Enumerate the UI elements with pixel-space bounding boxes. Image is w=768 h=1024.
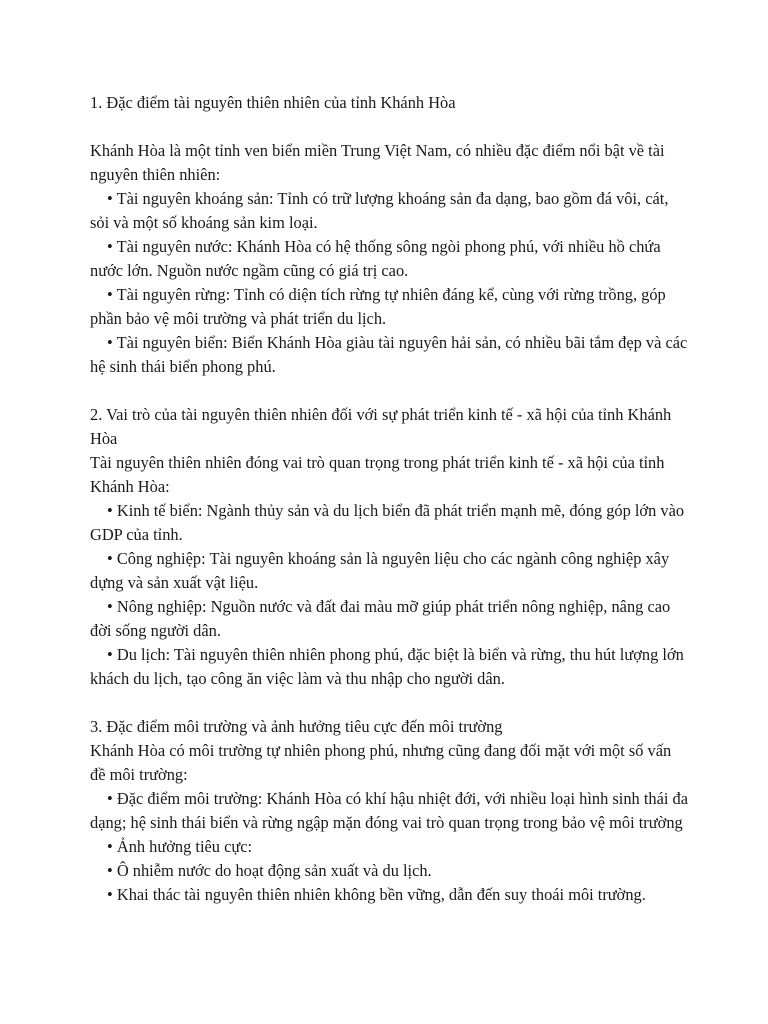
bullet-glyph: • <box>107 597 113 616</box>
section-heading: 2. Vai trò của tài nguyên thiên nhiên đối với sự phát triển kinh tế - xã hội của tỉnh Khánh Hòa <box>90 405 672 448</box>
bullet-glyph: • <box>107 549 113 568</box>
bullet-item <box>90 883 690 907</box>
bullet-glyph: • <box>107 789 113 808</box>
bullet-text: Khai thác tài nguyên thiên nhiên không bền vững, dẫn đến suy thoái môi trường. <box>116 885 646 904</box>
bullet-text: Nông nghiệp: Nguồn nước và đất đai màu mỡ giúp phát triển nông nghiệp, nâng cao đời sống người dân. <box>90 597 671 640</box>
section-heading: 1. Đặc điểm tài nguyên thiên nhiên của tỉnh Khánh Hòa <box>90 93 456 112</box>
bullet-glyph: • <box>107 861 113 880</box>
bullet-glyph: • <box>107 645 113 664</box>
bullet-item <box>90 859 690 883</box>
bullet-text: Tài nguyên rừng: Tỉnh có diện tích rừng tự nhiên đáng kể, cùng với rừng trồng, góp phần bảo vệ môi trường và phát triển du lịch. <box>90 285 666 328</box>
bullet-item <box>90 787 690 835</box>
bullet-glyph: • <box>107 237 113 256</box>
document-page <box>90 91 690 907</box>
bullet-text: Đặc điểm môi trường: Khánh Hòa có khí hậu nhiệt đới, với nhiều loại hình sinh thái đa dạng; hệ sinh thái biển và rừng ngập mặn đóng vai trò quan trọng trong bảo vệ môi trường <box>90 789 688 832</box>
bullet-item <box>90 643 690 691</box>
section-intro: Tài nguyên thiên nhiên đóng vai trò quan trọng trong phát triển kinh tế - xã hội của tỉnh Khánh Hòa: <box>90 453 665 496</box>
bullet-glyph: • <box>107 837 113 856</box>
bullet-item <box>90 547 690 595</box>
bullet-glyph: • <box>107 885 113 904</box>
bullet-item <box>90 835 690 859</box>
section-natural-resources <box>90 91 690 379</box>
bullet-glyph: • <box>107 189 113 208</box>
bullet-item <box>90 499 690 547</box>
bullet-item <box>90 235 690 283</box>
bullet-glyph: • <box>107 501 113 520</box>
bullet-item <box>90 331 690 379</box>
bullet-item <box>90 187 690 235</box>
bullet-text: Kinh tế biển: Ngành thủy sản và du lịch biển đã phát triển mạnh mẽ, đóng góp lớn vào GDP của tỉnh. <box>90 501 685 544</box>
section-intro: Khánh Hòa là một tỉnh ven biển miền Trung Việt Nam, có nhiều đặc điểm nổi bật về tài nguyên thiên nhiên: <box>90 141 665 184</box>
bullet-text: Công nghiệp: Tài nguyên khoáng sản là nguyên liệu cho các ngành công nghiệp xây dựng và sản xuất vật liệu. <box>90 549 670 592</box>
section-environment <box>90 715 690 907</box>
bullet-text: Ảnh hưởng tiêu cực: <box>116 837 253 856</box>
section-resource-role <box>90 403 690 691</box>
bullet-item <box>90 283 690 331</box>
bullet-text: Ô nhiễm nước do hoạt động sản xuất và du lịch. <box>116 861 432 880</box>
section-intro: Khánh Hòa có môi trường tự nhiên phong phú, nhưng cũng đang đối mặt với một số vấn đề môi trường: <box>90 741 672 784</box>
bullet-glyph: • <box>107 333 113 352</box>
bullet-glyph: • <box>107 285 113 304</box>
bullet-text: Du lịch: Tài nguyên thiên nhiên phong phú, đặc biệt là biển và rừng, thu hút lượng lớn khách du lịch, tạo công ăn việc làm và thu nhập cho người dân. <box>90 645 684 688</box>
section-heading: 3. Đặc điểm môi trường và ảnh hưởng tiêu cực đến môi trường <box>90 717 503 736</box>
bullet-text: Tài nguyên nước: Khánh Hòa có hệ thống sông ngòi phong phú, với nhiều hồ chứa nước lớn. Nguồn nước ngầm cũng có giá trị cao. <box>90 237 661 280</box>
bullet-text: Tài nguyên biển: Biển Khánh Hòa giàu tài nguyên hải sản, có nhiều bãi tắm đẹp và các hệ sinh thái biển phong phú. <box>90 333 688 376</box>
bullet-text: Tài nguyên khoáng sản: Tỉnh có trữ lượng khoáng sản đa dạng, bao gồm đá vôi, cát, sỏi và một số khoáng sản kim loại. <box>90 189 669 232</box>
bullet-item <box>90 595 690 643</box>
